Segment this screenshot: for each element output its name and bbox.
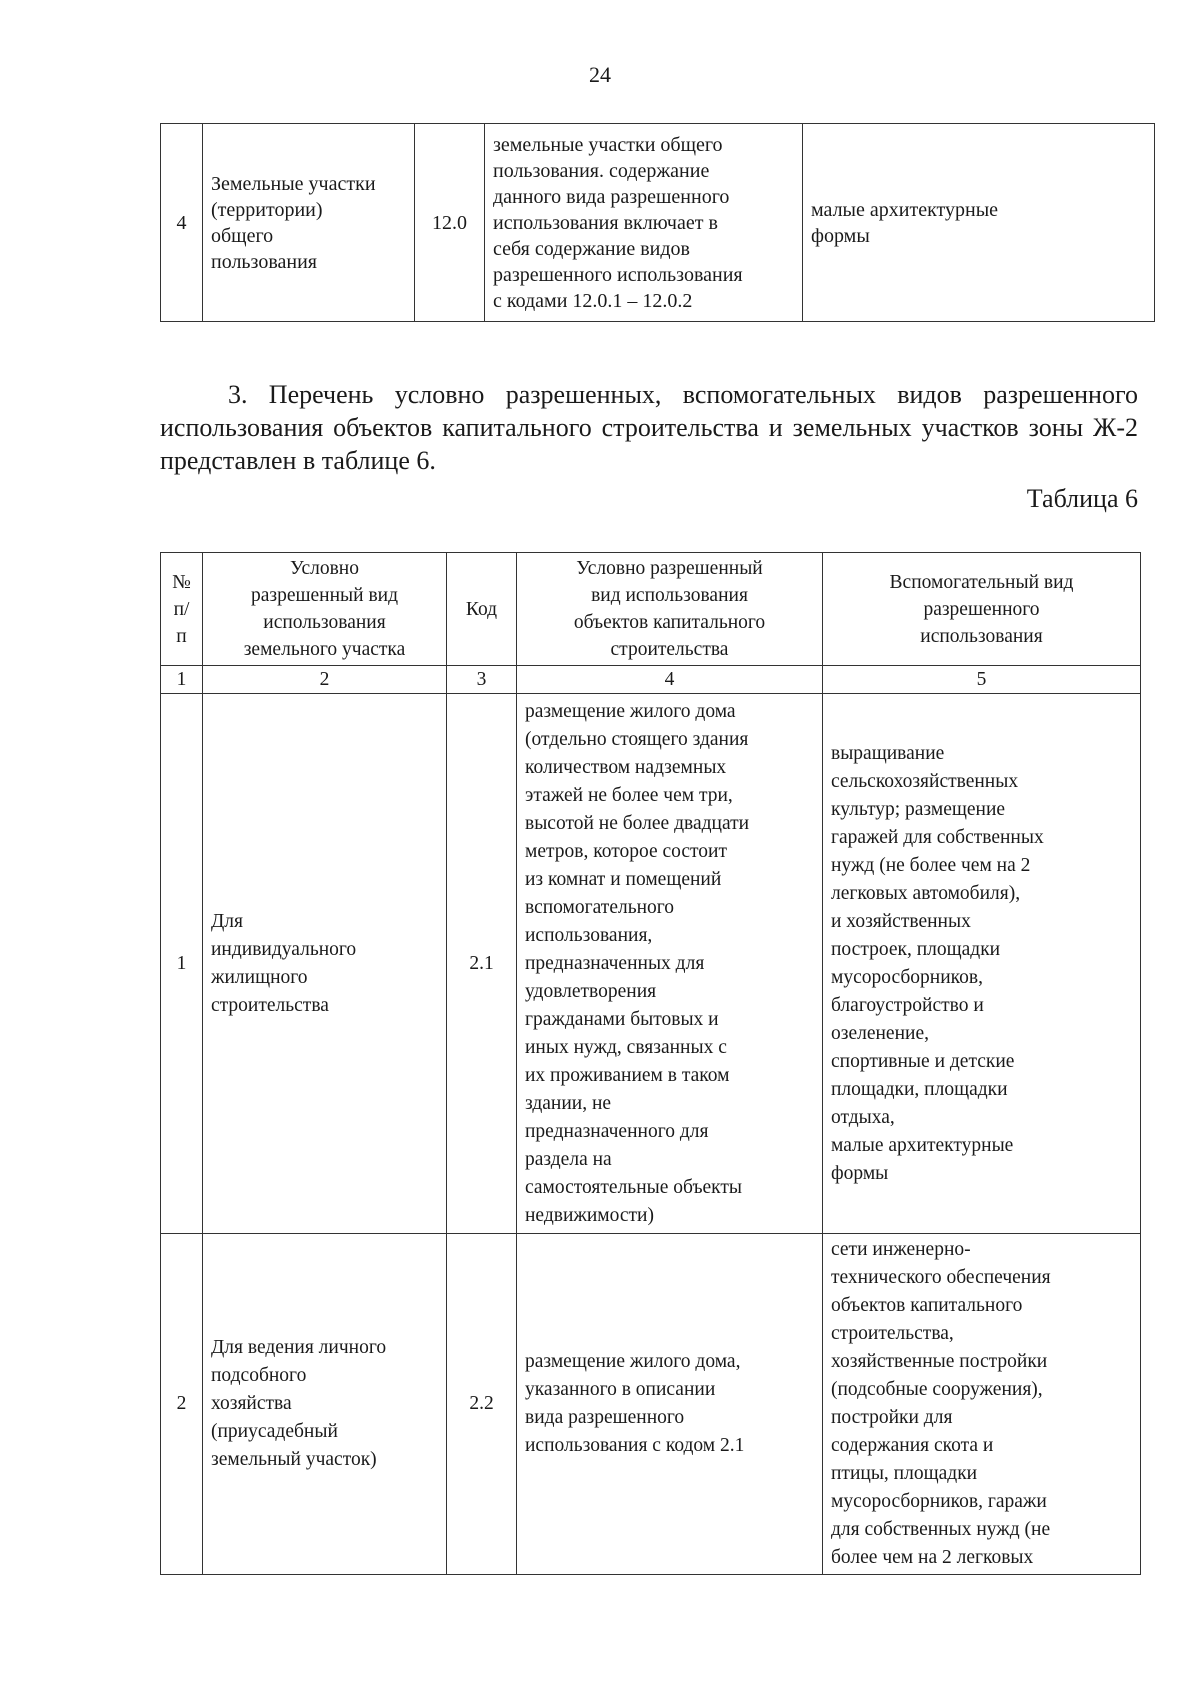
column-number: 1 bbox=[161, 666, 203, 694]
main-table bbox=[160, 552, 1141, 1575]
column-number: 5 bbox=[823, 666, 1141, 694]
table-row bbox=[161, 1234, 1141, 1575]
code-cell: 12.0 bbox=[415, 124, 485, 322]
column-number: 3 bbox=[447, 666, 517, 694]
body-paragraph: 3. Перечень условно разрешенных, вспомогательных видов разрешенного использования объектов капитального строительства и земельных участков зоны Ж-2 представлен в таблице 6. bbox=[160, 380, 1138, 475]
column-number: 4 bbox=[517, 666, 823, 694]
header-num: № п/п bbox=[161, 553, 203, 666]
auxiliary-use-cell: выращивание сельскохозяйственных культур; размещение гаражей для собственных нужд (не более чем на 2 легковых автомобиля), и хозяйственных построек, площадки мусоросборников, благоустройство и озеленение, спортивные и детские площадки, площадки отдыха, малые архитектурные формы bbox=[823, 694, 1141, 1234]
land-use-cell: Для ведения личного подсобного хозяйства (приусадебный земельный участок) bbox=[203, 1234, 447, 1575]
top-table-continuation bbox=[160, 123, 1155, 322]
row-number-cell: 4 bbox=[161, 124, 203, 322]
code-cell: 2.2 bbox=[447, 1234, 517, 1575]
column-number: 2 bbox=[203, 666, 447, 694]
auxiliary-use-cell: малые архитектурные формы bbox=[803, 124, 1155, 322]
description-cell: земельные участки общего пользования. содержание данного вида разрешенного использования включает в себя содержание видов разрешенного использования с кодами 12.0.1 – 12.0.2 bbox=[485, 124, 803, 322]
row-number-cell: 2 bbox=[161, 1234, 203, 1575]
header-construction-use: Условно разрешенный вид использования объектов капитального строительства bbox=[517, 553, 823, 666]
table-row bbox=[161, 124, 1155, 322]
header-code: Код bbox=[447, 553, 517, 666]
table-caption: Таблица 6 bbox=[1026, 484, 1138, 513]
header-land-use: Условно разрешенный вид использования земельного участка bbox=[203, 553, 447, 666]
land-use-cell: Земельные участки (территории) общего пользования bbox=[203, 124, 415, 322]
header-auxiliary: Вспомогательный вид разрешенного использования bbox=[823, 553, 1141, 666]
row-number-cell: 1 bbox=[161, 694, 203, 1234]
construction-use-cell: размещение жилого дома (отдельно стоящего здания количеством надземных этажей не более чем три, высотой не более двадцати метров, которое состоит из комнат и помещений вспомогательного использования, предназначенных для удовлетворения гражданами бытовых и иных нужд, связанных с их проживанием в таком здании, не предназначенного для раздела на самостоятельные объекты недвижимости) bbox=[517, 694, 823, 1234]
page-number: 24 bbox=[589, 62, 611, 87]
construction-use-cell: размещение жилого дома, указанного в описании вида разрешенного использования с кодом 2.1 bbox=[517, 1234, 823, 1575]
code-cell: 2.1 bbox=[447, 694, 517, 1234]
land-use-cell: Для индивидуального жилищного строительства bbox=[203, 694, 447, 1234]
column-number-row bbox=[161, 666, 1141, 694]
table-header-row bbox=[161, 553, 1141, 666]
auxiliary-use-cell: сети инженерно- технического обеспечения объектов капитального строительства, хозяйственные постройки (подсобные сооружения), постройки для содержания скота и птицы, площадки мусоросборников, гаражи для собственных нужд (не более чем на 2 легковых bbox=[823, 1234, 1141, 1575]
table-row bbox=[161, 694, 1141, 1234]
